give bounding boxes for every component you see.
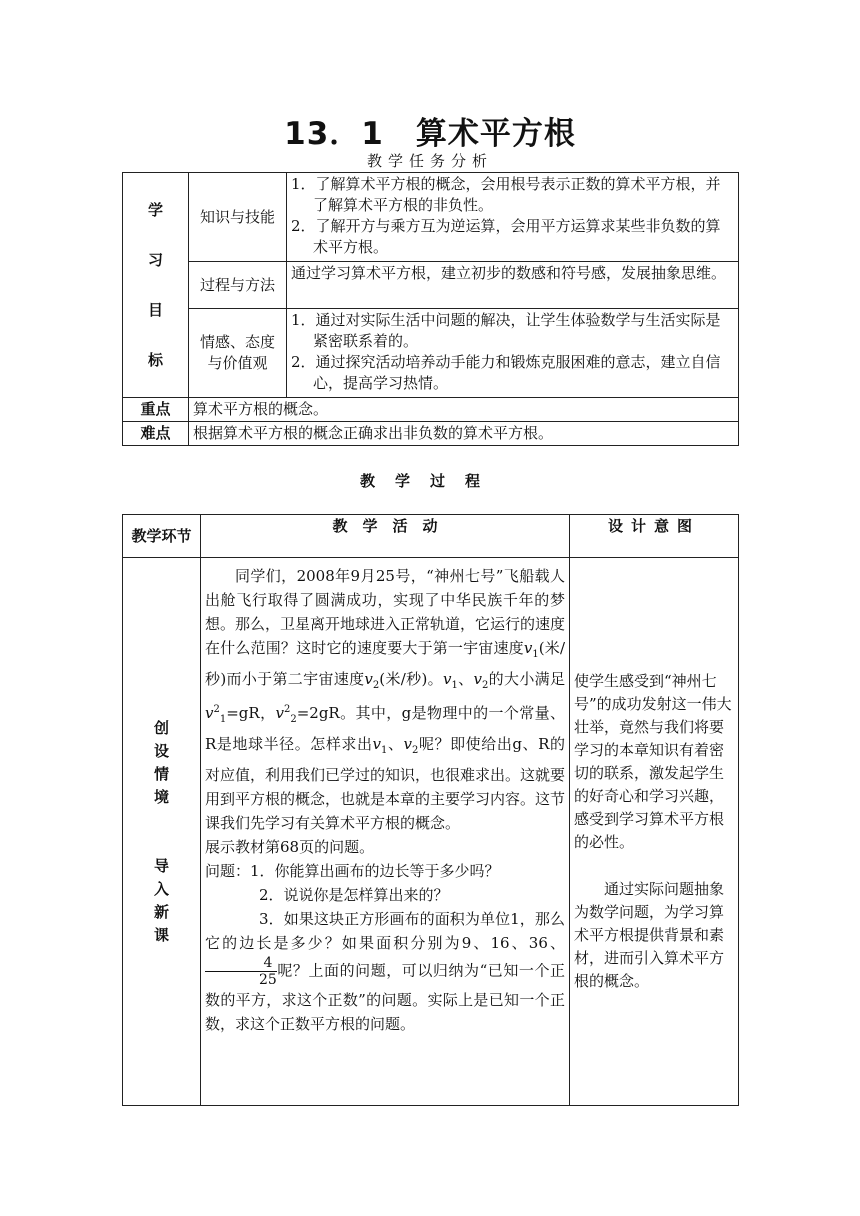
- stage-char: 课: [153, 925, 169, 944]
- key-point-label: 重点: [123, 398, 189, 422]
- goals-label-char: 习: [147, 251, 163, 269]
- superscript: 2: [283, 704, 291, 715]
- goals-row-attitude: [123, 309, 739, 398]
- page-title: 13．1 算术平方根: [284, 116, 576, 152]
- question-3: [205, 907, 565, 1036]
- process-table: [122, 514, 739, 1106]
- category-label: 情感、态度与价值观: [189, 309, 287, 398]
- subscript: 2: [290, 714, 297, 725]
- difficulty-label: 难点: [123, 422, 189, 446]
- goals-label: [123, 173, 189, 398]
- key-point-row: [123, 398, 739, 422]
- design-content: [570, 558, 739, 1106]
- superscript: 2: [213, 704, 220, 715]
- symbol-v: v: [523, 639, 533, 657]
- goals-label-char: 目: [147, 301, 163, 319]
- category-label: 知识与技能: [189, 173, 287, 262]
- symbol-v: v: [372, 735, 382, 753]
- goal-item: 通过学习算术平方根，建立初步的数感和符号感，发展抽象思维。: [287, 262, 739, 309]
- goals-row-knowledge: [123, 173, 739, 262]
- activity-text: 的大小满足: [488, 670, 565, 688]
- stage-char: 入: [153, 879, 169, 898]
- activity-text: 同学们，2008年9月25号，“神州七号”飞船载人出舱飞行取得了圆满成功，实现了中华民族千年的梦想。那么，卫星离开地球进入正常轨道，它运行的速度在什么范围？这时它的速度要大于第一宇宙速度: [205, 567, 566, 657]
- goal-item: 2．通过探究活动培养动手能力和锻炼克服困难的意志，建立自信心，提高学习热情。: [291, 353, 721, 392]
- header-design: 设计意图: [570, 515, 739, 558]
- goals-row-process: [123, 262, 739, 309]
- goals-label-char: 学: [147, 201, 163, 219]
- activity-text: =2gR。其中，g是物理中的一个常量、R是地球半径。怎样求出: [205, 704, 565, 753]
- stage-char: 导: [153, 856, 169, 875]
- symbol-v: v: [403, 735, 413, 753]
- category-label: 过程与方法: [189, 262, 287, 309]
- subscript: 2: [372, 680, 380, 691]
- symbol-v: v: [442, 670, 452, 688]
- activity-text: (米/秒)。: [379, 670, 443, 688]
- question-2: 2．说说你是怎样算出来的？: [259, 886, 449, 904]
- activity-text: 3．如果这块正方形画布的面积为单位1，那么它的边长是多少？如果面积分别为9、16、36、: [205, 910, 565, 952]
- activity-text: 呢？上面的问题，可以归纳为“已知一个正数的平方，求这个正数”的问题。实际上是已知一个正数，求这个正数平方根的问题。: [205, 961, 565, 1033]
- goal-item: 1．通过对实际生活中问题的解决，让学生体验数学与生活实际是紧密联系着的。: [291, 311, 721, 350]
- activity-text: 呢？即使给出g、R的对应值，利用我们已学过的知识，也很难求出。这就要用到平方根的概念，也就是本章的主要学习内容。这节课我们先学习有关算术平方根的概念。: [205, 735, 566, 832]
- symbol-v: v: [473, 670, 482, 688]
- activity-paragraph: [205, 564, 565, 835]
- key-point-text: 算术平方根的概念。: [189, 398, 739, 422]
- subscript: 1: [219, 714, 227, 725]
- section-subtitle: 教学任务分析: [366, 152, 493, 170]
- stage-char: 创: [153, 718, 169, 737]
- header-stage: 教学环节: [123, 515, 201, 558]
- goals-table: [122, 172, 739, 446]
- design-paragraph: 使学生感受到“神州七号”的成功发射这一伟大壮举，竟然与我们将要学习的本章知识有着密切的联系，激发起学生的好奇心和学习兴趣，感受到学习算术平方根的必性。: [574, 672, 732, 851]
- subscript: 1: [381, 745, 388, 756]
- subscript: 1: [451, 680, 458, 691]
- stage-char: 境: [153, 787, 169, 806]
- stage-label: [123, 558, 201, 1106]
- activity-text: 、: [387, 735, 404, 753]
- question-1: 问题：1．你能算出画布的边长等于多少吗？: [205, 862, 500, 880]
- symbol-v: v: [205, 704, 214, 722]
- goal-item: 1．了解算术平方根的概念，会用根号表示正数的算术平方根，并了解算术平方根的非负性。: [291, 175, 721, 214]
- fraction-numerator: 4: [205, 955, 277, 972]
- stage-char: 情: [153, 764, 169, 783]
- process-row-intro: [123, 558, 739, 1106]
- goal-items: [287, 173, 739, 262]
- stage-char: 设: [153, 741, 169, 760]
- stage-char: 新: [153, 902, 169, 921]
- subscript: 1: [532, 649, 539, 660]
- difficulty-text: 根据算术平方根的概念正确求出非负数的算术平方根。: [189, 422, 739, 446]
- goals-label-char: 标: [147, 351, 163, 369]
- subscript: 2: [412, 745, 419, 756]
- goal-items: [287, 309, 739, 398]
- fraction: [205, 955, 277, 988]
- activity-content: [201, 558, 570, 1106]
- activity-text: =gR，: [226, 704, 276, 722]
- goal-item: 2．了解开方与乘方互为逆运算，会用平方运算求某些非负数的算术平方根。: [291, 217, 721, 256]
- activity-paragraph: 展示教材第68页的问题。: [205, 838, 375, 856]
- design-paragraph: 通过实际问题抽象为数学问题，为学习算术平方根提供背景和素材，进而引入算术平方根的概念。: [574, 880, 725, 990]
- symbol-v: v: [364, 670, 373, 688]
- activity-text: 、: [457, 670, 474, 688]
- process-title: 教学过程: [359, 472, 500, 490]
- activity-text: (米/秒)而小于第二宇宙速度: [205, 639, 565, 688]
- process-header-row: [123, 515, 739, 558]
- difficulty-row: [123, 422, 739, 446]
- subscript: 2: [481, 680, 489, 691]
- fraction-denominator: 25: [259, 972, 277, 988]
- header-activity: 教 学 活 动: [201, 515, 570, 558]
- symbol-v: v: [275, 704, 284, 722]
